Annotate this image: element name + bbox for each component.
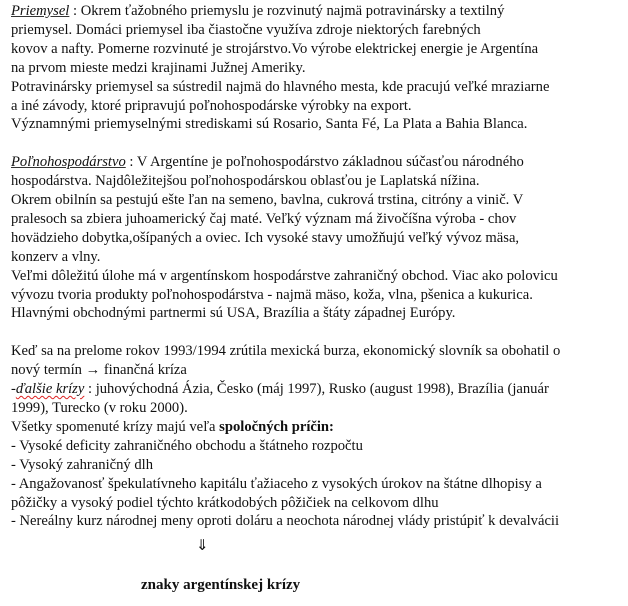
section-label-polnohospodarstvo: Poľnohospodárstvo	[11, 154, 126, 171]
text-line: kovov a nafty. Pomerne rozvinuté je strojárstvo.Vo výrobe elektrickej energie je Argentína	[11, 40, 539, 57]
text-line: Významnými priemyselnými strediskami sú Rosario, Santa Fé, La Plata a Bahia Blanca.	[11, 116, 528, 133]
list-item: - Angažovanosť špekulatívneho kapitálu ťažiaceho z vysokých úrokov na štátne dlhopisy a	[11, 475, 542, 492]
text-line: vývozu tvoria produkty poľnohospodárstva - najmä mäso, koža, vlna, pšenica a kukurica.	[11, 286, 533, 303]
text-line: Hlavnými obchodnými partnermi sú USA, Brazília a štáty západnej Európy.	[11, 305, 456, 322]
text-fragment: : V Argentíne je poľnohospodárstvo základnou súčasťou národného	[125, 154, 524, 171]
spolocnych-pricin-bold: spoločných príčin:	[219, 418, 334, 435]
text-line	[11, 2, 623, 21]
section-heading: znaky argentínskej krízy	[141, 577, 301, 593]
section-label-priemysel: Priemysel	[11, 3, 70, 19]
text-line: Veľmi dôležitú úlohe má v argentínskom hospodárstve zahraničný obchod. Viac ako polovicu	[11, 267, 558, 284]
blank-line	[11, 323, 623, 342]
text-line	[11, 380, 623, 399]
text-line: konzerv a vlny.	[11, 248, 101, 265]
text-line: hovädzieho dobytka,ošípaných a oviec. Ich vysoké stavy umožňujú veľký vývoz mäsa,	[11, 229, 520, 246]
text-line: pralesoch sa zbiera juhoamerický čaj maté. Veľký význam má živočíšna výroba - chov	[11, 210, 517, 227]
text-fragment: Všetky spomenuté krízy majú veľa	[11, 418, 220, 435]
text-line: hospodárstva. Najdôležitejšou poľnohospodárskou oblasťou je Laplatská nížina.	[11, 173, 480, 190]
text-line: Potravinársky priemysel sa sústredil najmä do hlavného mesta, kde pracujú veľké mraziarne	[11, 78, 550, 95]
list-item: - Vysoké deficity zahraničného obchodu a štátneho rozpočtu	[11, 437, 363, 454]
text-fragment: : Okrem ťažobného priemyslu je rozvinutý najmä potravinársky a textilný	[69, 3, 505, 19]
text-fragment: : juhovýchodná Ázia, Česko (máj 1997), Rusko (august 1998), Brazília (január	[84, 381, 549, 398]
document-body	[11, 2, 623, 531]
text-line: a iné závody, ktoré pripravujú poľnohospodárske výrobky na export.	[11, 97, 412, 114]
text-line: pôžičky a vysoký podiel týchto krátkodobých pôžičiek na celkovom dlhu	[11, 494, 439, 511]
text-line	[11, 153, 623, 172]
text-line: 1999), Turecko (v roku 2000).	[11, 400, 188, 416]
double-down-arrow-icon: ⇓	[196, 536, 209, 554]
list-item: - Vysoký zahraničný dlh	[11, 456, 153, 473]
text-line: priemysel. Domáci priemysel iba čiastočne využíva zdroje niektorých farebných	[11, 21, 481, 38]
text-fragment: -	[11, 381, 16, 398]
dalsie-krizy-label: ďalšie krízy	[15, 381, 85, 398]
text-line: Okrem obilnín sa pestujú ešte ľan na semeno, bavlna, cukrová trstina, citróny a vinič. V	[11, 192, 524, 209]
text-line: nový termín → finančná kríza	[11, 362, 187, 379]
text-line	[11, 418, 623, 437]
blank-line	[11, 134, 623, 153]
list-item: - Nereálny kurz národnej meny oproti doláru a neochota národnej vlády pristúpiť k devalvácii	[11, 513, 560, 530]
text-line: na prvom mieste medzi krajinami Južnej Ameriky.	[11, 59, 306, 76]
text-line: Keď sa na prelome rokov 1993/1994 zrútila mexická burza, ekonomický slovník sa obohatil o	[11, 343, 561, 360]
